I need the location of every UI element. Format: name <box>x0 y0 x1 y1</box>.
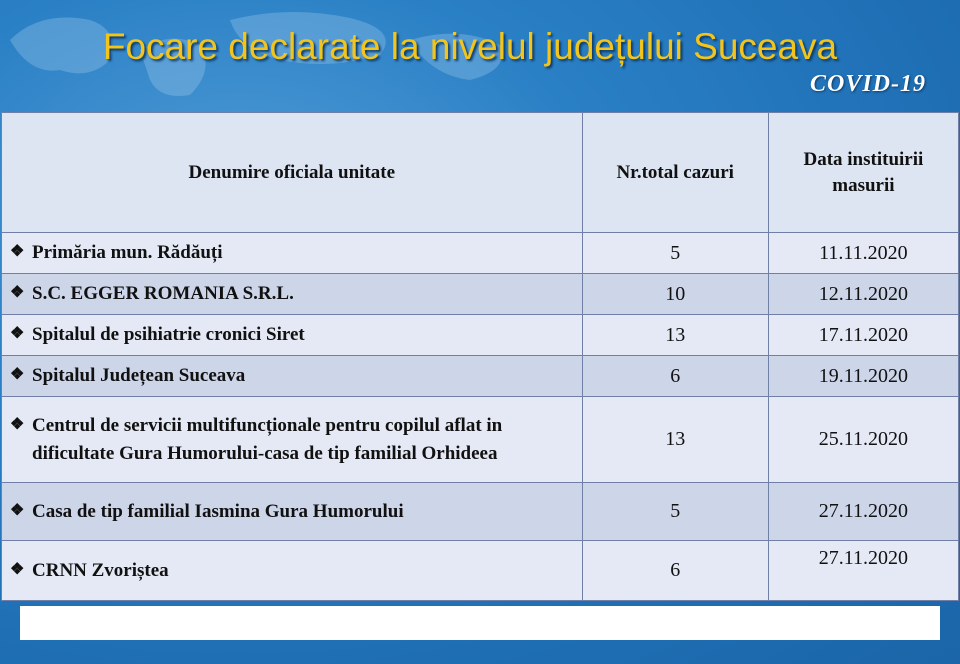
cell-total-cases: 10 <box>582 274 768 315</box>
cell-total-cases: 6 <box>582 356 768 397</box>
table-row <box>2 541 959 601</box>
table-row <box>2 356 959 397</box>
table-row <box>2 233 959 274</box>
column-header-name: Denumire oficiala unitate <box>2 113 583 233</box>
cell-measure-date: 11.11.2020 <box>768 233 958 274</box>
cell-total-cases: 6 <box>582 541 768 601</box>
column-header-date-label: Data instituirii masurii <box>803 148 924 196</box>
table-row <box>2 274 959 315</box>
column-header-cases: Nr.total cazuri <box>582 113 768 233</box>
unit-name-text: Centrul de servicii multifuncționale pentru copilul aflat in dificultate Gura Humorului-casa de tip familial Orhideea <box>32 414 503 464</box>
cell-measure-date: 25.11.2020 <box>768 397 958 483</box>
table-row <box>2 483 959 541</box>
outbreaks-table <box>1 112 959 601</box>
cell-total-cases: 13 <box>582 315 768 356</box>
cell-unit-name <box>2 233 583 274</box>
page-subtitle: COVID-19 <box>809 71 926 97</box>
cell-measure-date: 17.11.2020 <box>768 315 958 356</box>
page-title: Focare declarate la nivelul județului Suceava <box>102 26 838 67</box>
table-row <box>2 397 959 483</box>
table-header-row <box>2 113 959 233</box>
cell-total-cases: 13 <box>582 397 768 483</box>
unit-name-text: CRNN Zvoriștea <box>32 559 169 581</box>
diamond-star-icon: ❖ <box>10 243 25 260</box>
cell-unit-name <box>2 356 583 397</box>
unit-name-text: Casa de tip familial Iasmina Gura Humorului <box>32 500 404 522</box>
cell-measure-date: 27.11.2020 <box>768 483 958 541</box>
unit-name-text: S.C. EGGER ROMANIA S.R.L. <box>32 283 294 304</box>
diamond-star-icon: ❖ <box>10 415 25 433</box>
cell-total-cases: 5 <box>582 483 768 541</box>
footer-bar <box>20 606 940 640</box>
diamond-star-icon: ❖ <box>10 325 25 342</box>
cell-measure-date: 12.11.2020 <box>768 274 958 315</box>
unit-name-text: Primăria mun. Rădăuți <box>32 242 223 263</box>
table-row <box>2 315 959 356</box>
cell-unit-name <box>2 541 583 601</box>
diamond-star-icon: ❖ <box>10 284 25 301</box>
cell-measure-date: 19.11.2020 <box>768 356 958 397</box>
diamond-star-icon: ❖ <box>10 501 25 519</box>
cell-unit-name <box>2 315 583 356</box>
unit-name-text: Spitalul Județean Suceava <box>32 365 246 386</box>
cell-unit-name <box>2 483 583 541</box>
diamond-star-icon: ❖ <box>10 366 25 383</box>
cell-unit-name <box>2 397 583 483</box>
cell-measure-date: 27.11.2020 <box>768 541 958 601</box>
cell-total-cases: 5 <box>582 233 768 274</box>
unit-name-text: Spitalul de psihiatrie cronici Siret <box>32 324 305 345</box>
column-header-date <box>768 113 958 233</box>
cell-unit-name <box>2 274 583 315</box>
diamond-star-icon: ❖ <box>10 560 25 578</box>
